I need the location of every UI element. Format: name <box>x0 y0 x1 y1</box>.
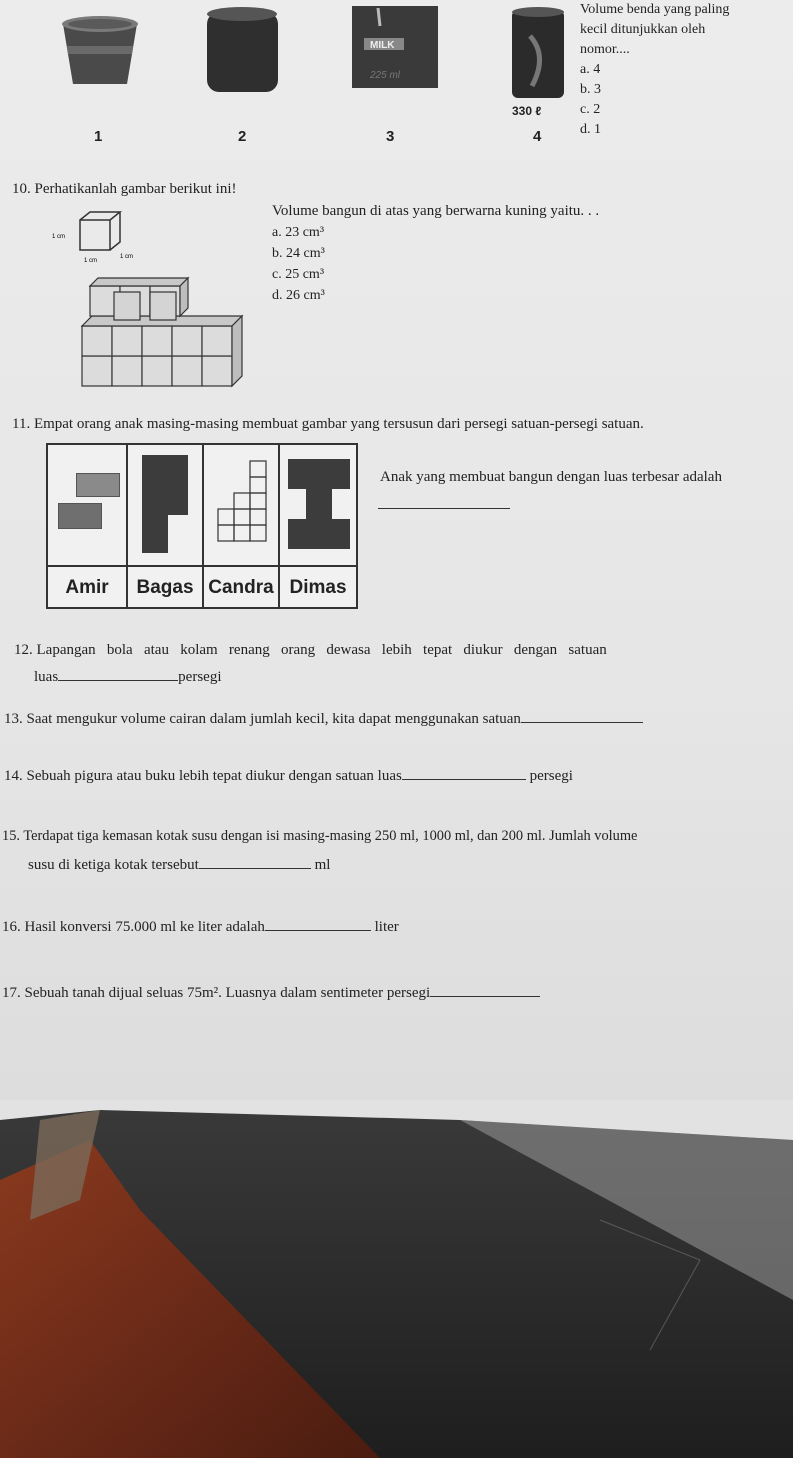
q16-answer-blank[interactable] <box>265 930 371 931</box>
q10-option-b: b. 24 cm³ <box>272 246 325 261</box>
q16-line <box>2 918 399 936</box>
q9-option-d: d. 1 <box>580 122 601 137</box>
names-row <box>48 565 356 609</box>
stacked-cubes-figure <box>82 278 242 386</box>
name-candra: Candra <box>204 567 280 609</box>
q14-answer-blank[interactable] <box>402 779 526 780</box>
q9-line-1: Volume benda yang paling <box>580 2 730 17</box>
shapes-table <box>46 443 358 609</box>
q13-text: 13. Saat mengukur volume cairan dalam jumlah kecil, kita dapat menggunakan satuan <box>4 711 521 727</box>
q10-option-d: d. 26 cm³ <box>272 288 325 303</box>
q9-text <box>580 0 729 140</box>
milk-volume-label: 225 ml <box>370 70 401 81</box>
q12-line-1: 12. Lapangan bola atau kolam renang orang dewasa lebih tepat diukur dengan satuan <box>14 642 607 658</box>
q14-line <box>4 767 573 785</box>
q10-options <box>272 222 325 306</box>
q13-line <box>4 710 643 728</box>
soda-can-image <box>508 6 568 100</box>
q15-line-2-end: ml <box>314 857 331 873</box>
item-number-3: 3 <box>386 128 395 145</box>
q9-option-a: a. 4 <box>580 62 601 77</box>
milk-label: MILK <box>370 40 395 51</box>
q17-value: 75m² <box>186 985 219 1001</box>
q17-line <box>2 984 540 1002</box>
cube-label-depth: 1 cm <box>120 254 134 260</box>
q12-answer-blank[interactable] <box>58 680 178 681</box>
q9-option-b: b. 3 <box>580 82 601 97</box>
bagas-shape-cell <box>128 445 204 565</box>
q17-text-end: . Luasnya dalam sentimeter persegi <box>218 985 431 1001</box>
q11-question: Anak yang membuat bangun dengan luas terbesar adalah <box>380 469 722 485</box>
name-amir: Amir <box>48 567 128 609</box>
dimas-shape-cell <box>280 445 358 565</box>
q10-option-a: a. 23 cm³ <box>272 225 325 240</box>
q13-answer-blank[interactable] <box>521 722 643 723</box>
can-volume-label: 330 ℓ <box>512 104 542 118</box>
q15-line-2 <box>28 856 330 874</box>
name-dimas: Dimas <box>289 577 347 598</box>
q11-prompt: 11. Empat orang anak masing-masing membuat gambar yang tersusun dari persegi satuan-persegi satuan. <box>12 416 644 432</box>
item-number-2: 2 <box>238 128 247 145</box>
q17-answer-blank[interactable] <box>430 996 540 997</box>
q14-end: persegi <box>529 768 573 784</box>
candra-shape-cell <box>204 445 280 565</box>
q12-line-2-start: luas <box>34 669 59 685</box>
bucket-image <box>55 8 145 88</box>
q14-text: 14. Sebuah pigura atau buku lebih tepat diukur dengan satuan luas <box>4 768 402 784</box>
q16-text: 16. Hasil konversi 75.000 ml ke liter adalah <box>2 919 265 935</box>
q15-line-2-start: susu di ketiga kotak tersebut <box>28 857 199 873</box>
q9-line-2: kecil ditunjukkan oleh <box>580 22 706 37</box>
jar-image <box>205 4 280 96</box>
q12-line-2-end: persegi <box>178 669 222 685</box>
name-bagas: Bagas <box>128 567 204 609</box>
item-number-4: 4 <box>533 128 542 145</box>
q11-answer-blank[interactable] <box>378 508 510 509</box>
cube-label-height: 1 cm <box>52 234 66 240</box>
cube-label-width: 1 cm <box>84 258 98 264</box>
q9-option-c: c. 2 <box>580 102 601 117</box>
q16-end: liter <box>374 919 399 935</box>
item-number-1: 1 <box>94 128 103 145</box>
q17-text: 17. Sebuah tanah dijual seluas <box>2 985 184 1001</box>
amir-shape-cell <box>48 445 128 565</box>
q15-answer-blank[interactable] <box>199 868 311 869</box>
unit-cube-figure <box>50 206 260 390</box>
q15-line-1: 15. Terdapat tiga kemasan kotak susu dengan isi masing-masing 250 ml, 1000 ml, dan 200 ml. Jumlah volume <box>2 828 638 844</box>
q10-question: Volume bangun di atas yang berwarna kuning yaitu. . . <box>272 203 600 219</box>
q9-line-3: nomor.... <box>580 42 630 57</box>
q10-option-c: c. 25 cm³ <box>272 267 325 282</box>
desk-background <box>0 1100 793 1458</box>
q10-prompt: 10. Perhatikanlah gambar berikut ini! <box>12 181 237 197</box>
milk-carton-image <box>350 4 440 90</box>
q12-line-2 <box>34 668 222 686</box>
